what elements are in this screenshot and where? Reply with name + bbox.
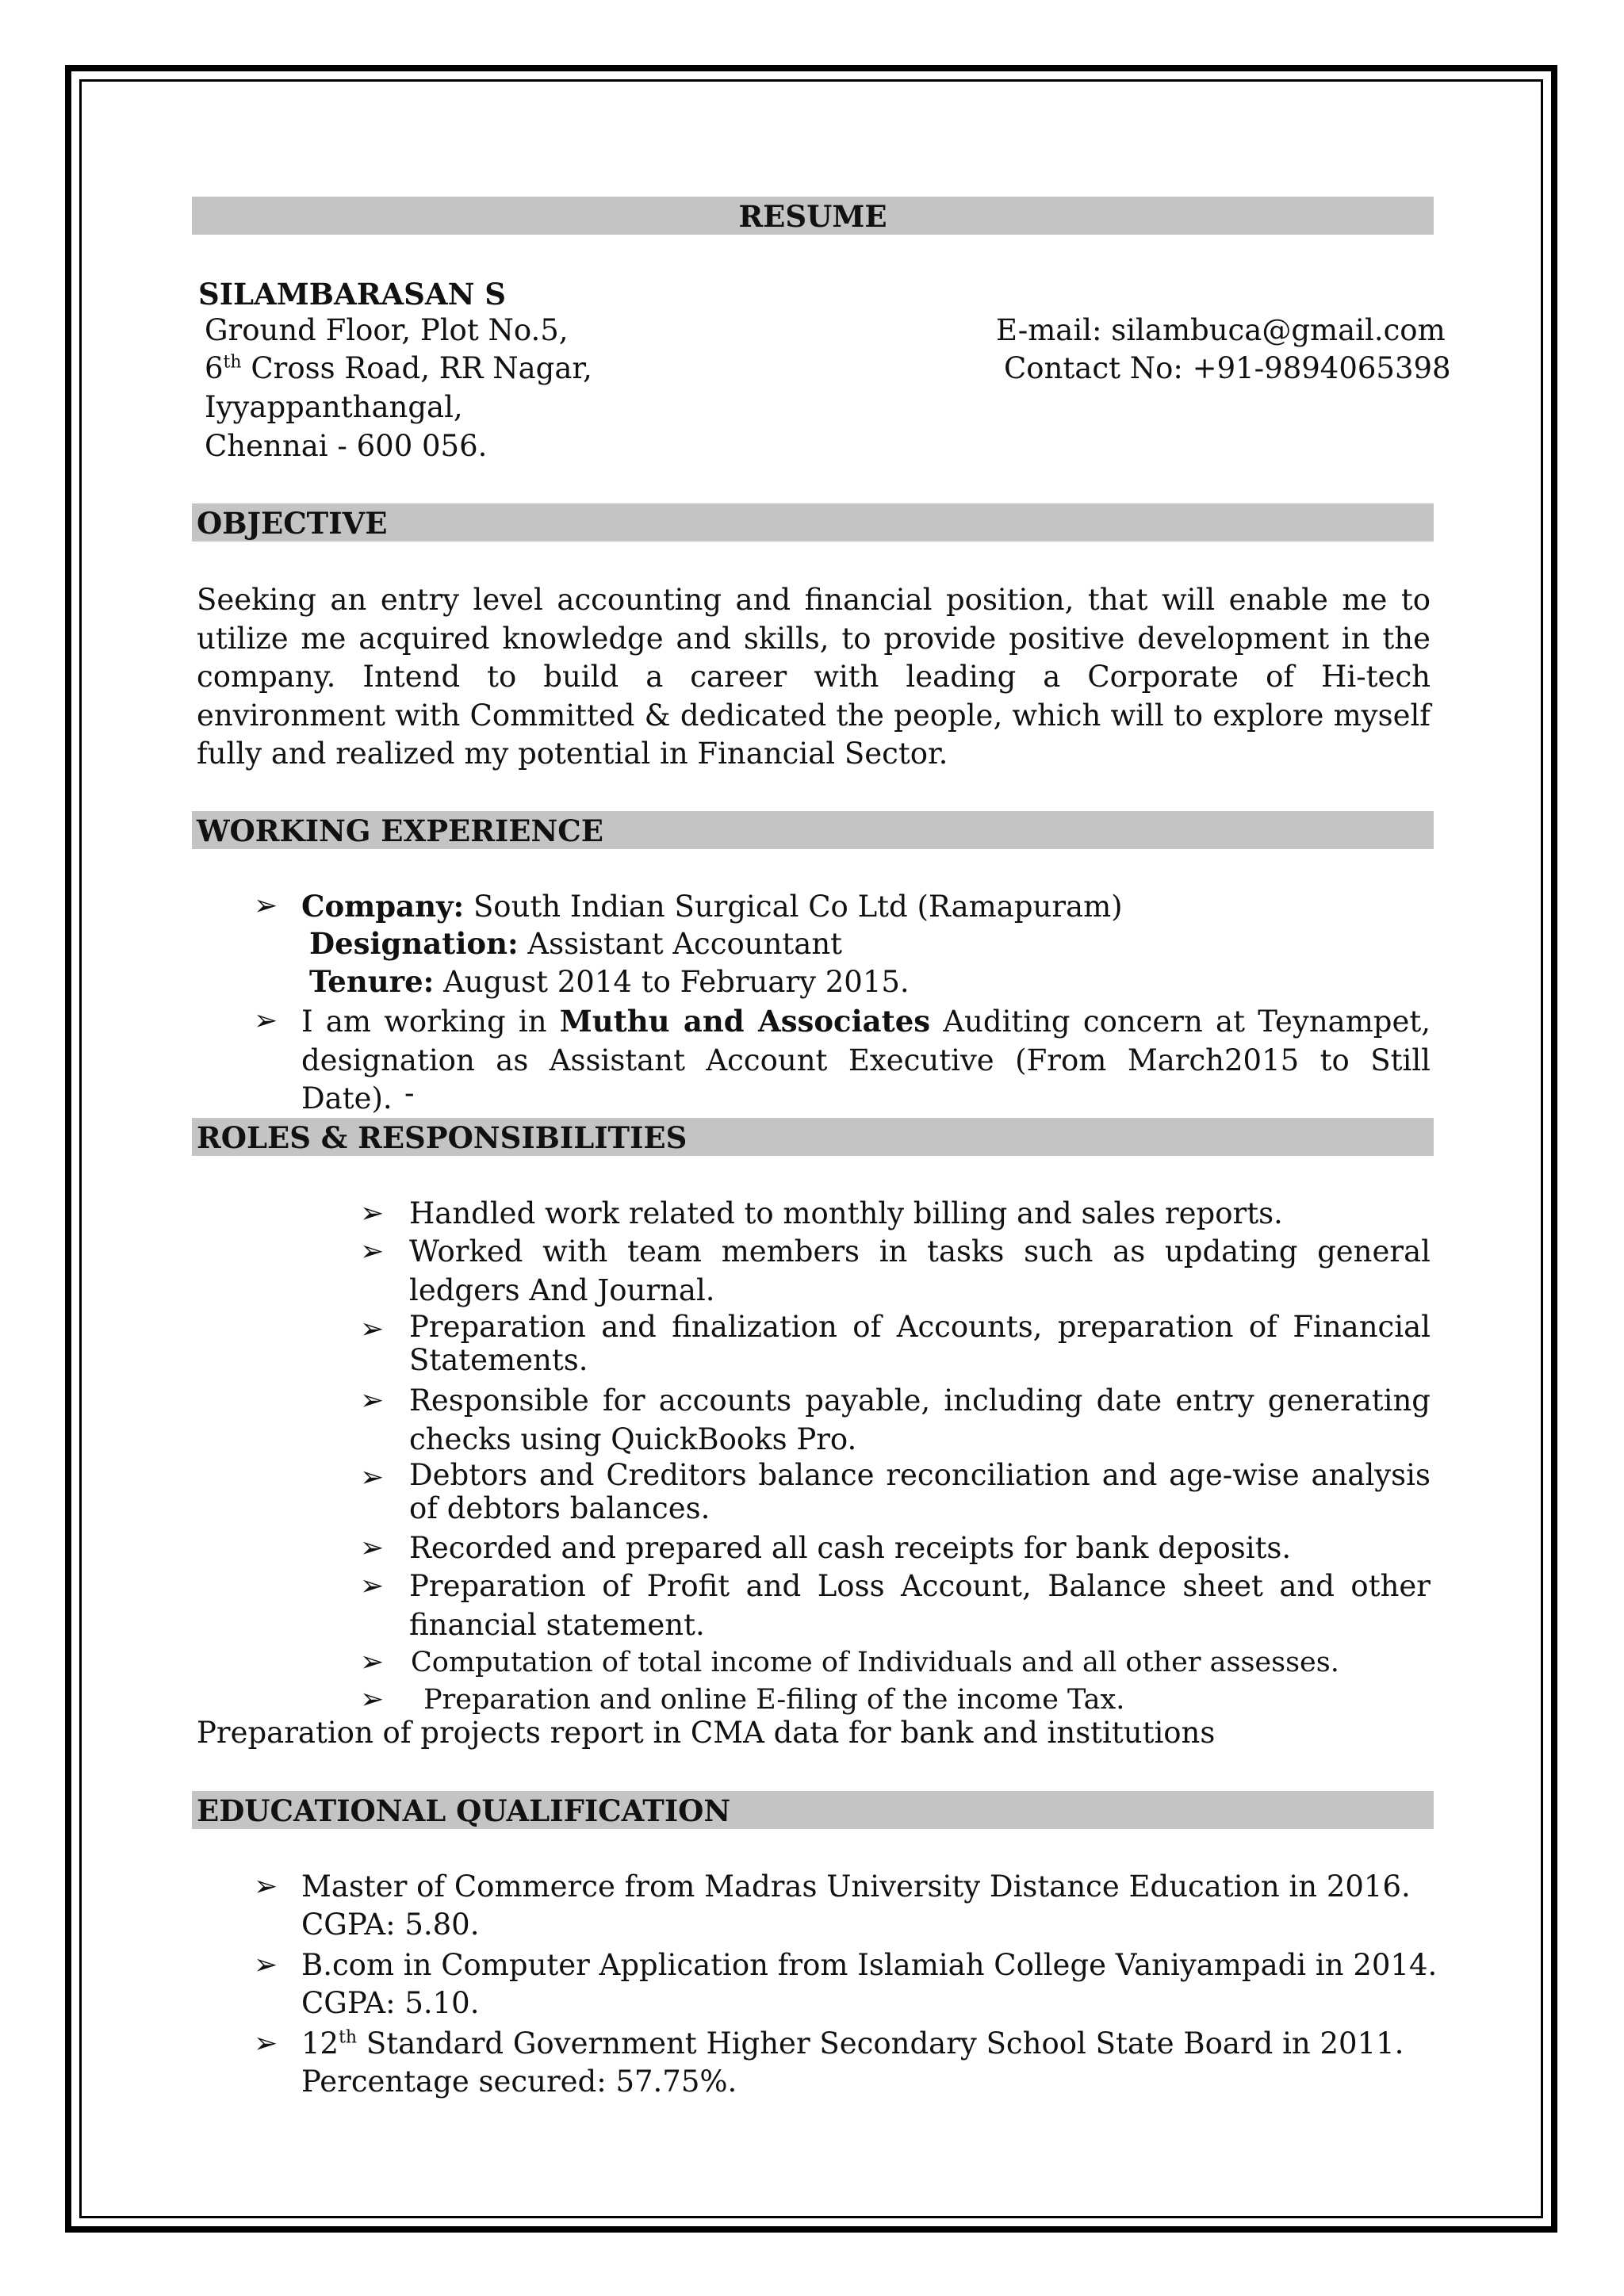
objective-heading: OBJECTIVE	[197, 506, 388, 541]
stray-dash: -	[404, 1076, 415, 1110]
bullet-arrow-icon: ➢	[254, 2027, 278, 2060]
candidate-name: SILAMBARASAN S	[198, 277, 506, 312]
roles-heading: ROLES & RESPONSIBILITIES	[197, 1120, 688, 1155]
bullet-arrow-icon: ➢	[360, 1384, 385, 1417]
roles-heading-bar	[192, 1118, 1434, 1156]
education-heading: EDUCATIONAL QUALIFICATION	[197, 1793, 731, 1828]
role-item: Computation of total income of Individuals and all other assesses.	[411, 1647, 1339, 1678]
bullet-arrow-icon: ➢	[254, 1004, 278, 1037]
bullet-arrow-icon: ➢	[360, 1461, 385, 1494]
bullet-arrow-icon: ➢	[360, 1683, 385, 1716]
role-item: Recorded and prepared all cash receipts for bank deposits.	[409, 1531, 1292, 1565]
bullet-arrow-icon: ➢	[360, 1313, 385, 1345]
resume-title: RESUME	[738, 199, 887, 234]
role-item: Preparation of Profit and Loss Account, Balance sheet and other financial statement.	[409, 1569, 1431, 1642]
role-item: Handled work related to monthly billing and sales reports.	[409, 1196, 1283, 1230]
education-item-2-score: CGPA: 5.10.	[301, 1986, 480, 2020]
address-line-3: Iyyappanthangal,	[205, 390, 463, 424]
bullet-arrow-icon: ➢	[360, 1570, 385, 1602]
experience-designation: Designation: Assistant Accountant	[309, 926, 843, 961]
education-item-3: 12th Standard Government Higher Secondary School State Board in 2011.	[301, 2026, 1404, 2061]
experience-company: Company: South Indian Surgical Co Ltd (Ramapuram)	[301, 889, 1123, 924]
bullet-arrow-icon: ➢	[254, 1870, 278, 1903]
bullet-arrow-icon: ➢	[360, 1646, 385, 1678]
role-item: Responsible for accounts payable, including date entry generating checks using QuickBooks Pro.	[409, 1383, 1431, 1456]
role-extra: Preparation of projects report in CMA data for bank and institutions	[197, 1716, 1216, 1750]
address-line-2: 6th Cross Road, RR Nagar,	[205, 351, 592, 385]
experience-current: I am working in Muthu and Associates Auditing concern at Teynampet, designation as Assistant Account Executive (From March2015 to Still Date).	[301, 1004, 1431, 1115]
role-item: Preparation and online E-filing of the income Tax.	[423, 1684, 1125, 1716]
bullet-arrow-icon: ➢	[360, 1532, 385, 1564]
role-item: Preparation and finalization of Accounts, preparation of Financial Statements.	[409, 1310, 1431, 1377]
education-item-2: B.com in Computer Application from Islamiah College Vaniyampadi in 2014.	[301, 1948, 1438, 1982]
bullet-arrow-icon: ➢	[254, 1949, 278, 1981]
education-item-1: Master of Commerce from Madras University Distance Education in 2016.	[301, 1869, 1411, 1904]
experience-tenure: Tenure: August 2014 to February 2015.	[309, 964, 910, 999]
experience-heading-bar	[192, 811, 1434, 849]
bullet-arrow-icon: ➢	[360, 1235, 385, 1268]
bullet-arrow-icon: ➢	[254, 890, 278, 922]
education-heading-bar	[192, 1791, 1434, 1829]
resume-title-bar	[192, 197, 1434, 235]
address-line-1: Ground Floor, Plot No.5,	[205, 313, 569, 347]
objective-heading-bar	[192, 503, 1434, 541]
role-item: Debtors and Creditors balance reconciliation and age-wise analysis of debtors balances.	[409, 1458, 1431, 1525]
education-item-3-score: Percentage secured: 57.75%.	[301, 2064, 737, 2099]
contact-number: Contact No: +91-9894065398	[1004, 351, 1451, 385]
role-item: Worked with team members in tasks such as updating general ledgers And Journal.	[409, 1234, 1431, 1307]
address-line-4: Chennai - 600 056.	[205, 429, 488, 463]
experience-heading: WORKING EXPERIENCE	[197, 813, 603, 848]
education-item-1-score: CGPA: 5.80.	[301, 1908, 480, 1942]
objective-text: Seeking an entry level accounting and financial position, that will enable me to utilize me acquired knowledge and skills, to provide positive development in the company. Intend to build a career with leading a Corporate of Hi-tech environment with Committed & dedicated the people, which will to explore myself fully and realized my potential in Financial Sector.	[197, 583, 1431, 771]
email: E-mail: silambuca@gmail.com	[996, 313, 1446, 347]
bullet-arrow-icon: ➢	[360, 1197, 385, 1230]
